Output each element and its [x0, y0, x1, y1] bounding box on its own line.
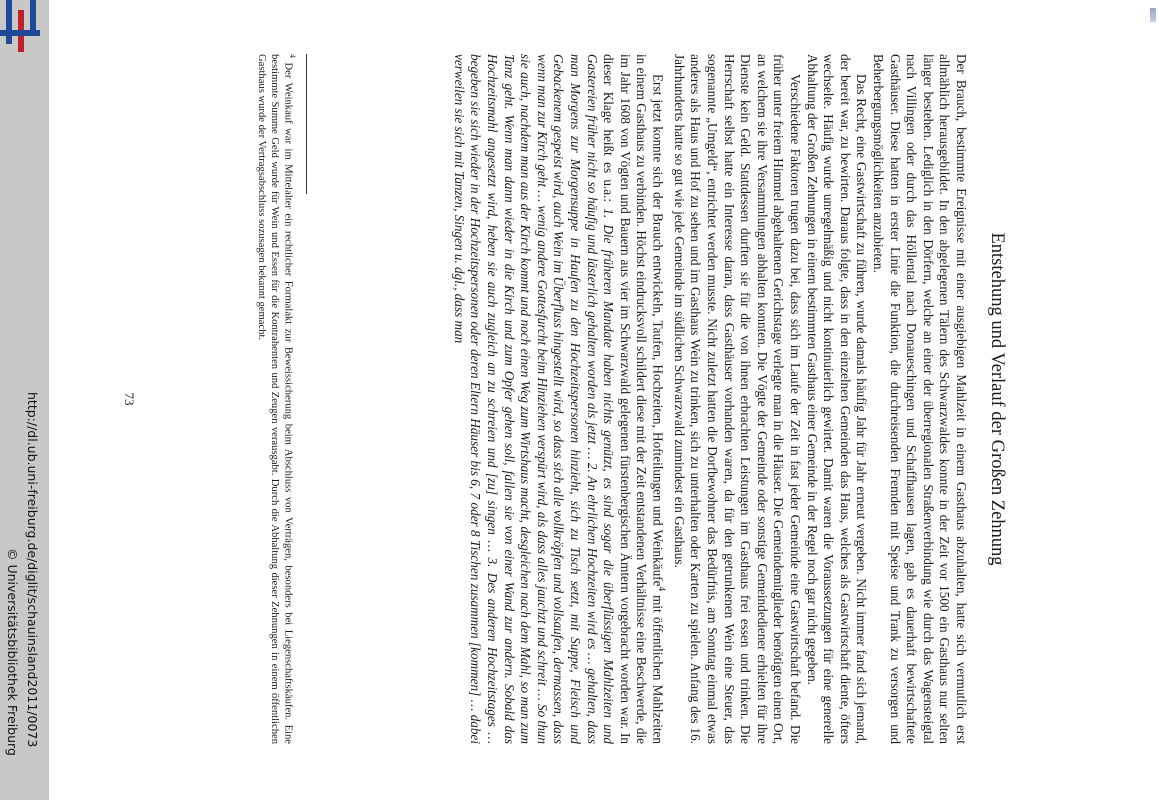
text-run: Verschiedene Faktoren trugen dazu bei, dass sich im Laufe der Zeit in fast jeder Gemeinde eine Gastwirtschaft befand. Die früher unter freiem Himmel abgehaltenen Gerichtstage verlegte man in die Häuser. Die Gemeindemitglieder benötigten einen Ort, an welchem sie ihre Versammlungen abhalten konnten. Die Vögte der Gemeinde oder sonstige Gemeindediener erhielten für ihre Dienste kein Geld. Stattdessen durften sie für die von ihnen erbrachten Leistungen im Gasthaus frei essen und trinken. Die Herrschaft selbst hatte ein Interesse daran, dass Gasthäuser vorhanden waren, da für den getrunkenen Wein eine Steuer, das sogenannte „Umgeld“, entrichtet werden musste. Nicht zuletzt hatten die Dorfbewohner das Bedürfnis, am Sonntag einmal etwas anderes als Haus und Hof zu sehen und im Gasthaus Wein zu trinken, sich zu unterhalten oder Karten zu spielen. Anfang des 16. Jahrhunderts hatte so gut wie jede Gemeinde im südlichen Schwarzwald zumindest ein Gasthaus. [671, 54, 804, 744]
scrollbar-indicator-icon[interactable] [1150, 8, 1156, 22]
viewer-sidebar [0, 0, 49, 800]
footnote-marker: 4 [288, 54, 297, 58]
body-text [450, 54, 969, 744]
paragraph [670, 54, 803, 744]
chapter-title: Entstehung und Verlauf der Großen Zehnung [987, 232, 1007, 566]
paragraph [450, 54, 670, 744]
text-run: mit öffentlichen Mahlzeiten in einem Gasthaus zu verbinden. Höchst eindrucksvoll schildert diese mit der Zeit entstandenen Verhältnisse eine Beschwerde, die im Jahr 1608 von Vögten und Bauern aus vier im Schwarzwald gelegenen fürstenbergischen Ämtern vorgebracht worden war. In dieser Klage heißt es u.a.: [601, 54, 666, 745]
footnote-divider [306, 54, 307, 194]
logo-bar [30, 0, 36, 30]
text-run: Erst jetzt konnte sich der Brauch entwickeln, Taufen, Hochzeiten, Hofteilungen und Weinkäufe [650, 74, 666, 587]
library-logo-icon[interactable] [0, 0, 49, 52]
copyright-notice: © Universitätsbibliothek Freiburg [5, 548, 20, 756]
footnote-text: Der Weinkauf war im Mittelalter ein rechtlicher Formalakt zur Beweissicherung beim Abschluss von Verträgen, besonders bei Liegenschaftskäufen. Eine bestimmte Summe Geld wurde für Wein und Essen für die Kontrahenten und Zeugen verausgabt. Durch die Abhaltung dieser Zehnungen in einem öffentlichen Gasthaus wurde der Vertragsabschluss sozusagen bekannt gemacht. [255, 54, 294, 744]
logo-bar [6, 0, 12, 44]
footnote [255, 54, 299, 744]
footnote-reference: 4 [657, 586, 668, 591]
document-url[interactable]: http://dl.ub.uni-freiburg.de/diglit/schauinsland2011/0073 [25, 392, 40, 748]
paragraph [869, 54, 969, 744]
text-run: Der Brauch, bestimmte Ereignisse mit einer ausgiebigen Mahlzeit in einem Gasthaus abzuhalten, hatte sich vermutlich erst allmählich herausgebildet. In den abgelegenen Tälern des Schwarzwaldes konnte in der Zeit vor 1500 ein Gasthaus nur selten länger bestehen. Lediglich in den Dörfern, welche an einer der überregionalen Straßenverbindung wie durch das Wagensteigtal nach Villingen oder durch das Höllental nach Donaueschingen und Schaffhausen lagen, gab es dauerhaft bewirtschaftete Gasthäuser. Diese hatten in erster Linie die Funktion, die durchreisenden Fremden mit Speise und Trank zu versorgen und Beherbergungsmöglichkeiten anzubieten. [871, 54, 969, 744]
page-number: 73 [122, 392, 137, 406]
paragraph [803, 54, 869, 744]
book-page [122, 54, 1025, 745]
text-run: Das Recht, eine Gastwirtschaft zu führen, wurde damals häufig Jahr für Jahr erneut vergeben. Nicht immer fand sich jemand, der bereit war, zu bewirten. Daraus folgte, dass in den einzelnen Gemeinden das Haus, welches als Gastwirtschaft diente, öfters wechselte. Häufig wurde unregelmäßig und nicht kontinuierlich gewirtet. Damit waren die Voraussetzungen für eine generelle Abhaltung der Großen Zehnungen in einem bestimmten Gasthaus einer Gemeinde in der Regel noch gar nicht gegeben. [804, 54, 870, 744]
quoted-passage: 1. Die früheren Mandate haben nichts genützt, es sind sogar die überflüssigen Mahlzeiten und Gastereien früher nicht so häufig und lästerlich gehalten worden als jetzt … 2. An ehrlichen Hochzeiten wird es … gehalten, dass man Morgens zur Morgensuppe in Haufen zu den Hochzeitspersonen hinzieht, sich zu Tisch setzt, mit Suppe, Fleisch und Gebackenem gespeist wird, auch Wein im Überfluss hingestellt wird, so dass sich alle vollkröpfen und vollsaufen, dermassen, dass wenn man zur Kirch geht … wenig andere Gottesfurcht beim Hinziehen verspürt wird, als dass alles jauchzt und schreit … So thun sie auch, nachdem man aus der Kirch kommt und noch einen Weg zum Wirtshaus macht, desgleichen nach dem Mahl, so man zum Tanz geht. Wenn man dann wieder in die Kirch und zum Opfer gehen soll, fallen sie von einer Wand zur andern. Sobald das Hochzeitsmahl angesetzt wird, heben sie auch zugleich an zu schreien und [zu] singen … 3. Des anderen Hochzeitstages … begeben sie sich wieder in der Hochzeitspersonen oder deren Eltern Häuser bis 6, 7 oder 8 Tischen zusammen [kommen] … dabei verweilen sie sich mit Tanzen, Singen u. dgl., dass man [451, 54, 617, 744]
logo-bar [0, 30, 40, 36]
